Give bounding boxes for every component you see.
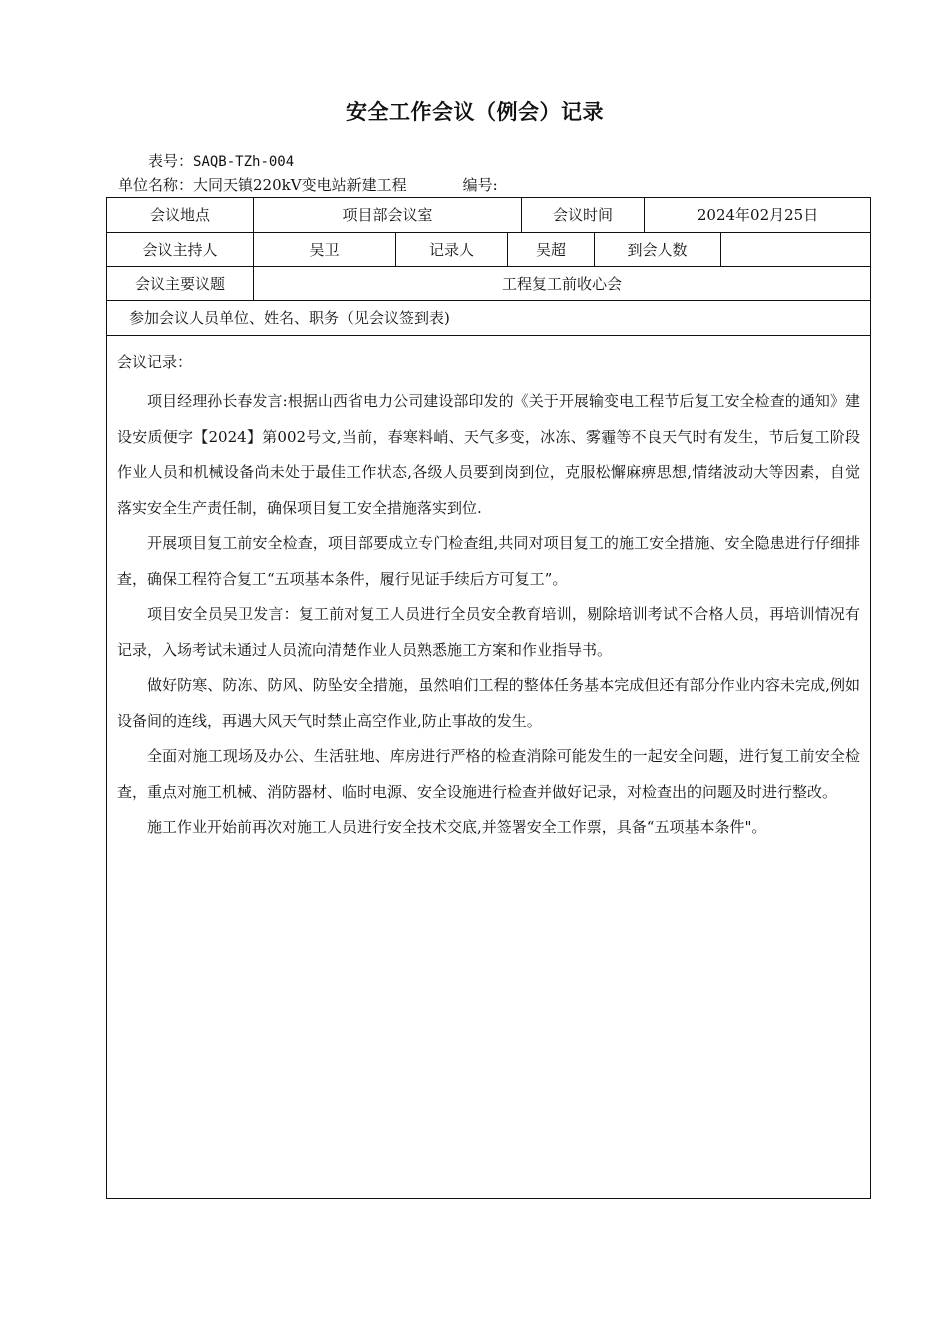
form-number bbox=[148, 150, 294, 171]
minutes-paragraph: 项目安全员吴卫发言：复工前对复工人员进行全员安全教育培训，剔除培训考试不合格人员，再培训情况有记录，入场考试未通过人员流向清楚作业人员熟悉施工方案和作业指导书。 bbox=[117, 605, 861, 659]
host-value: 吴卫 bbox=[254, 233, 396, 267]
participants-note: 参加会议人员单位、姓名、职务（见会议签到表) bbox=[107, 301, 871, 336]
host-label: 会议主持人 bbox=[107, 233, 254, 267]
recorder-value: 吴超 bbox=[508, 233, 595, 267]
table-row bbox=[107, 233, 871, 267]
form-number-value: SAQB-TZh-004 bbox=[193, 154, 295, 170]
attendance-label: 到会人数 bbox=[595, 233, 721, 267]
form-number-label: 表号： bbox=[148, 152, 194, 170]
recorder-label: 记录人 bbox=[396, 233, 508, 267]
unit-value: 大同天镇220kV变电站新建工程 bbox=[193, 176, 407, 194]
minutes-label: 会议记录： bbox=[117, 353, 193, 371]
unit-label: 单位名称： bbox=[118, 176, 194, 194]
topic-label: 会议主要议题 bbox=[107, 267, 254, 301]
time-label: 会议时间 bbox=[522, 198, 645, 233]
topic-value: 工程复工前收心会 bbox=[254, 267, 871, 301]
time-value: 2024年02月25日 bbox=[645, 198, 871, 233]
meeting-record-table bbox=[106, 197, 871, 1199]
serial-label: 编号: bbox=[462, 176, 498, 194]
minutes-paragraph: 做好防寒、防冻、防风、防坠安全措施，虽然咱们工程的整体任务基本完成但还有部分作业内容未完成,例如设备间的连线，再遇大风天气时禁止高空作业,防止事故的发生。 bbox=[117, 676, 861, 730]
location-label: 会议地点 bbox=[107, 198, 254, 233]
minutes-cell bbox=[107, 336, 871, 1199]
unit-line bbox=[118, 174, 498, 195]
table-row bbox=[107, 301, 871, 336]
location-value: 项目部会议室 bbox=[254, 198, 522, 233]
table-row bbox=[107, 198, 871, 233]
minutes-paragraph: 全面对施工现场及办公、生活驻地、库房进行严格的检查消除可能发生的一起安全问题，进行复工前安全检查，重点对施工机械、消防器材、临时电源、安全设施进行检查并做好记录，对检查出的问题及时进行整改。 bbox=[117, 747, 861, 801]
minutes-paragraph: 施工作业开始前再次对施工人员进行安全技术交底,并签署安全工作票，具备“五项基本条件"。 bbox=[147, 818, 767, 836]
attendance-value bbox=[721, 233, 871, 267]
table-row bbox=[107, 336, 871, 1199]
table-row bbox=[107, 267, 871, 301]
minutes-paragraph: 开展项目复工前安全检查，项目部要成立专门检查组,共同对项目复工的施工安全措施、安全隐患进行仔细排查，确保工程符合复工“五项基本条件，履行见证手续后方可复工”。 bbox=[117, 534, 861, 588]
page-title: 安全工作会议（例会）记录 bbox=[346, 99, 604, 124]
minutes-paragraph: 项目经理孙长春发言:根据山西省电力公司建设部印发的《关于开展输变电工程节后复工安全检查的通知》建设安质便字【2024】第002号文,当前，春寒料峭、天气多变，冰冻、雾霾等不良天气时有发生，节后复工阶段作业人员和机械设备尚未处于最佳工作状态,各级人员要到岗到位，克服松懈麻痹思想,情绪波动大等因素，自觉落实安全生产责任制，确保项目复工安全措施落实到位. bbox=[117, 392, 861, 517]
